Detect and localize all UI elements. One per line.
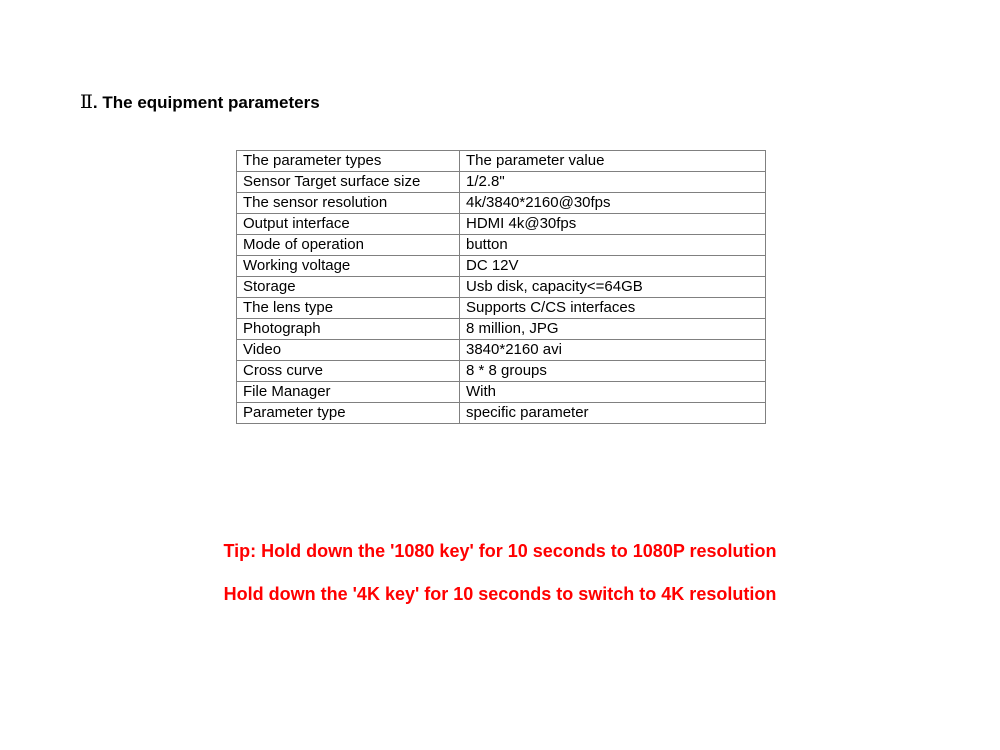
table-row <box>237 340 766 361</box>
section-separator: . <box>92 93 103 112</box>
table-row <box>237 403 766 424</box>
parameter-value-cell: 8 * 8 groups <box>460 361 766 382</box>
parameter-value-cell: Supports C/CS interfaces <box>460 298 766 319</box>
table-row <box>237 235 766 256</box>
parameter-name-cell: Output interface <box>237 214 460 235</box>
parameter-name-cell: Mode of operation <box>237 235 460 256</box>
table-header-row <box>237 151 766 172</box>
parameter-value-cell: button <box>460 235 766 256</box>
parameter-name-cell: Photograph <box>237 319 460 340</box>
table-row <box>237 172 766 193</box>
parameter-name-cell: The lens type <box>237 298 460 319</box>
parameter-name-cell: The sensor resolution <box>237 193 460 214</box>
parameter-value-cell: 4k/3840*2160@30fps <box>460 193 766 214</box>
table-row <box>237 256 766 277</box>
table-row <box>237 361 766 382</box>
parameter-name-cell: Storage <box>237 277 460 298</box>
parameter-name-cell: File Manager <box>237 382 460 403</box>
section-heading <box>80 92 320 114</box>
parameter-value-cell: The parameter value <box>460 151 766 172</box>
parameter-value-cell: HDMI 4k@30fps <box>460 214 766 235</box>
parameters-table-body <box>237 151 766 424</box>
section-title: The equipment parameters <box>102 93 320 112</box>
parameter-value-cell: 8 million, JPG <box>460 319 766 340</box>
parameter-value-cell: specific parameter <box>460 403 766 424</box>
parameter-value-cell: 3840*2160 avi <box>460 340 766 361</box>
table-row <box>237 193 766 214</box>
section-numeral: Ⅱ <box>80 92 93 113</box>
parameter-name-cell: The parameter types <box>237 151 460 172</box>
table-row <box>237 319 766 340</box>
parameter-value-cell: 1/2.8" <box>460 172 766 193</box>
parameter-name-cell: Cross curve <box>237 361 460 382</box>
table-row <box>237 382 766 403</box>
parameter-name-cell: Video <box>237 340 460 361</box>
parameters-table <box>236 150 766 424</box>
parameter-name-cell: Sensor Target surface size <box>237 172 460 193</box>
table-row <box>237 214 766 235</box>
table-row <box>237 277 766 298</box>
parameter-name-cell: Parameter type <box>237 403 460 424</box>
parameter-value-cell: With <box>460 382 766 403</box>
parameter-value-cell: DC 12V <box>460 256 766 277</box>
table-row <box>237 298 766 319</box>
tip-line-1080: Tip: Hold down the '1080 key' for 10 seconds to 1080P resolution <box>223 541 777 561</box>
tip-line-4k: Hold down the '4K key' for 10 seconds to switch to 4K resolution <box>223 584 777 604</box>
parameter-value-cell: Usb disk, capacity<=64GB <box>460 277 766 298</box>
parameter-name-cell: Working voltage <box>237 256 460 277</box>
